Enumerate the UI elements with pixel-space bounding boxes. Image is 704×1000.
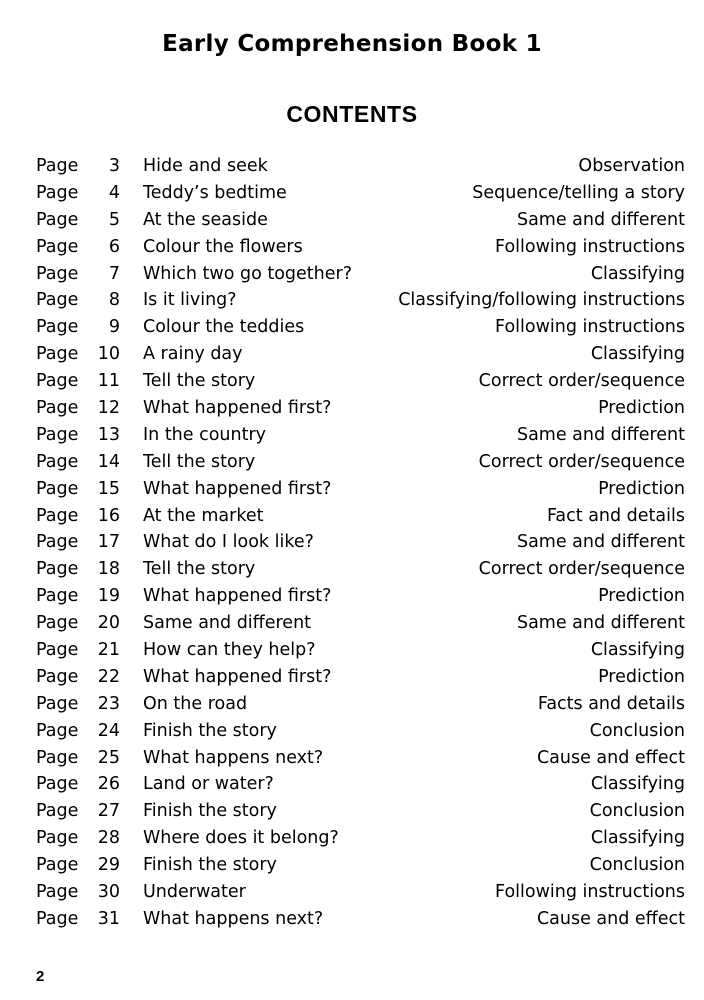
table-row[interactable] <box>36 180 685 207</box>
toc-entry <box>143 664 685 691</box>
entry-title: What happened first? <box>143 478 332 499</box>
page-number: 22 <box>97 666 120 687</box>
entry-title: Teddy’s bedtime <box>143 182 287 203</box>
table-row[interactable] <box>36 637 685 664</box>
page-number: 3 <box>108 156 120 176</box>
table-row[interactable] <box>36 422 685 449</box>
entry-category: Same and different <box>516 424 685 445</box>
page-number: 19 <box>97 586 120 607</box>
page-number: 20 <box>97 613 120 634</box>
page-number: 4 <box>108 182 120 203</box>
page-label: Page <box>36 263 79 284</box>
table-row[interactable] <box>36 825 685 852</box>
page-label: Page <box>36 156 79 176</box>
dot-leader <box>284 734 584 735</box>
dot-leader <box>318 626 511 627</box>
table-row[interactable] <box>36 529 685 556</box>
toc-entry <box>143 583 685 610</box>
page-number: 8 <box>108 290 120 311</box>
toc-entry <box>143 287 685 314</box>
entry-category: Prediction <box>598 586 685 607</box>
entry-title: Tell the story <box>143 451 256 472</box>
table-row[interactable] <box>36 234 685 261</box>
page-label: Page <box>36 290 79 311</box>
entry-title: What do I look like? <box>143 532 314 553</box>
dot-leader <box>262 465 472 466</box>
dot-leader <box>321 545 511 546</box>
page-number: 26 <box>97 774 120 795</box>
page-folio-number: 2 <box>36 968 45 985</box>
toc-entry <box>143 852 685 879</box>
entry-title: What happens next? <box>143 908 324 929</box>
entry-title: What happens next? <box>143 747 324 768</box>
toc-entry <box>143 368 685 395</box>
page-number: 29 <box>97 855 120 876</box>
entry-title: At the market <box>143 505 264 526</box>
dot-leader <box>323 653 591 654</box>
entry-title: Hide and seek <box>143 156 268 176</box>
page-number: 6 <box>108 236 120 257</box>
entry-category: Prediction <box>598 478 685 499</box>
page-number: 30 <box>97 882 120 903</box>
entry-category: Following instructions <box>495 882 685 903</box>
entry-category: Same and different <box>516 532 685 553</box>
page-label: Page <box>36 720 79 741</box>
dot-leader <box>338 492 598 493</box>
table-row[interactable] <box>36 691 685 718</box>
toc-entry <box>143 637 685 664</box>
entry-title: A rainy day <box>143 344 243 365</box>
page-number: 10 <box>97 344 120 365</box>
page-label: Page <box>36 451 79 472</box>
page-number: 23 <box>97 693 120 714</box>
page-label: Page <box>36 586 79 607</box>
page-label: Page <box>36 613 79 634</box>
toc-entry <box>143 691 685 718</box>
entry-title: Colour the teddies <box>143 317 305 338</box>
page-number: 28 <box>97 828 120 849</box>
page-number: 31 <box>97 908 120 929</box>
toc-entry <box>143 745 685 772</box>
table-of-contents <box>36 153 685 933</box>
contents-heading: CONTENTS <box>286 101 418 127</box>
toc-entry <box>143 476 685 503</box>
toc-entry <box>143 314 685 341</box>
table-row[interactable] <box>36 449 685 476</box>
table-row[interactable] <box>36 906 685 933</box>
entry-title: In the country <box>143 424 267 445</box>
dot-leader <box>262 572 472 573</box>
toc-entry <box>143 395 685 422</box>
entry-title: Same and different <box>143 613 312 634</box>
entry-category: Prediction <box>598 398 685 419</box>
page-title: Early Comprehension Book 1 <box>162 31 542 57</box>
dot-leader <box>338 599 598 600</box>
entry-title: Land or water? <box>143 774 274 795</box>
entry-title: What happened first? <box>143 398 332 419</box>
toc-entry <box>143 906 685 933</box>
toc-entry <box>143 153 685 180</box>
entry-title: Tell the story <box>143 371 256 392</box>
page-number: 7 <box>108 263 120 284</box>
entry-title: On the road <box>143 693 248 714</box>
entry-category: Same and different <box>516 209 685 230</box>
page-label: Page <box>36 882 79 903</box>
entry-title: Is it living? <box>143 290 237 311</box>
page-label: Page <box>36 371 79 392</box>
dot-leader <box>284 814 584 815</box>
dot-leader <box>359 277 591 278</box>
table-row[interactable] <box>36 314 685 341</box>
dot-leader <box>250 357 585 358</box>
page-label: Page <box>36 828 79 849</box>
entry-category: Fact and details <box>546 505 685 526</box>
page-number: 27 <box>97 801 120 822</box>
toc-entry <box>143 207 685 234</box>
toc-entry <box>143 771 685 798</box>
entry-title: Finish the story <box>143 801 277 822</box>
page-label: Page <box>36 344 79 365</box>
page-number: 13 <box>97 424 120 445</box>
entry-title: Which two go together? <box>143 263 353 284</box>
toc-entry <box>143 610 685 637</box>
page-label: Page <box>36 855 79 876</box>
entry-category: Facts and details <box>537 693 685 714</box>
entry-category: Conclusion <box>589 801 685 822</box>
page-number: 14 <box>97 451 120 472</box>
page-label: Page <box>36 317 79 338</box>
page-label: Page <box>36 182 79 203</box>
page-label: Page <box>36 908 79 929</box>
dot-leader <box>346 841 585 842</box>
entry-title: Finish the story <box>143 855 277 876</box>
dot-leader <box>338 411 598 412</box>
dot-leader <box>281 787 591 788</box>
dot-leader <box>275 169 573 170</box>
entry-category: Following instructions <box>495 317 685 338</box>
table-row[interactable] <box>36 287 685 314</box>
table-row[interactable] <box>36 395 685 422</box>
page-label: Page <box>36 505 79 526</box>
entry-category: Following instructions <box>495 236 685 257</box>
entry-title: Where does it belong? <box>143 828 339 849</box>
entry-title: Colour the flowers <box>143 236 303 257</box>
dot-leader <box>310 250 489 251</box>
table-row[interactable] <box>36 879 685 906</box>
entry-category: Cause and effect <box>536 747 685 768</box>
dot-leader <box>275 223 511 224</box>
page-label: Page <box>36 236 79 257</box>
entry-category: Correct order/sequence <box>478 559 685 580</box>
page-label: Page <box>36 424 79 445</box>
entry-category: Classifying/following instructions <box>398 290 685 311</box>
page-number: 18 <box>97 559 120 580</box>
toc-entry <box>143 879 685 906</box>
entry-category: Classifying <box>590 263 685 284</box>
entry-category: Classifying <box>590 828 685 849</box>
page-label: Page <box>36 693 79 714</box>
entry-category: Conclusion <box>589 720 685 741</box>
dot-leader <box>254 707 532 708</box>
dot-leader <box>284 868 584 869</box>
entry-category: Same and different <box>516 613 685 634</box>
toc-entry <box>143 825 685 852</box>
page-number: 16 <box>97 505 120 526</box>
entry-category: Correct order/sequence <box>478 451 685 472</box>
table-row[interactable] <box>36 503 685 530</box>
table-row[interactable] <box>36 798 685 825</box>
entry-title: Underwater <box>143 882 246 903</box>
entry-title: How can they help? <box>143 640 316 661</box>
entry-category: Sequence/telling a story <box>472 182 685 203</box>
toc-entry <box>143 503 685 530</box>
table-row[interactable] <box>36 610 685 637</box>
toc-entry <box>143 449 685 476</box>
page-number: 25 <box>97 747 120 768</box>
page-label: Page <box>36 532 79 553</box>
toc-entry <box>143 556 685 583</box>
page-label: Page <box>36 666 79 687</box>
page-number: 24 <box>97 720 120 741</box>
table-row[interactable] <box>36 207 685 234</box>
entry-category: Cause and effect <box>536 908 685 929</box>
toc-entry <box>143 798 685 825</box>
entry-category: Classifying <box>590 774 685 795</box>
table-row[interactable] <box>36 852 685 879</box>
toc-entry <box>143 718 685 745</box>
entry-category: Conclusion <box>589 855 685 876</box>
page-number: 15 <box>97 478 120 499</box>
dot-leader <box>253 895 495 896</box>
page-label: Page <box>36 774 79 795</box>
table-row[interactable] <box>36 718 685 745</box>
dot-leader <box>273 438 511 439</box>
toc-entry <box>143 234 685 261</box>
page-number: 21 <box>97 640 120 661</box>
page-label: Page <box>36 559 79 580</box>
page-number: 5 <box>108 209 120 230</box>
page-number: 12 <box>97 398 120 419</box>
page-number: 9 <box>108 317 120 338</box>
dot-leader <box>262 384 472 385</box>
entry-category: Correct order/sequence <box>478 371 685 392</box>
dot-leader <box>294 196 466 197</box>
toc-entry <box>143 261 685 288</box>
page-number: 17 <box>97 532 120 553</box>
entry-category: Classifying <box>590 640 685 661</box>
table-row[interactable] <box>36 261 685 288</box>
table-row[interactable] <box>36 341 685 368</box>
entry-category: Classifying <box>590 344 685 365</box>
table-row[interactable] <box>36 745 685 772</box>
entry-category: Observation <box>578 156 685 176</box>
table-row[interactable] <box>36 583 685 610</box>
dot-leader <box>330 922 531 923</box>
entry-title: Finish the story <box>143 720 277 741</box>
page-label: Page <box>36 801 79 822</box>
dot-leader <box>270 519 540 520</box>
entry-title: At the seaside <box>143 209 268 230</box>
dot-leader <box>330 761 531 762</box>
page-label: Page <box>36 640 79 661</box>
table-row[interactable] <box>36 771 685 798</box>
toc-entry <box>143 422 685 449</box>
entry-title: What happened first? <box>143 586 332 607</box>
table-row[interactable] <box>36 153 685 180</box>
page-label: Page <box>36 209 79 230</box>
entry-title: What happened first? <box>143 666 332 687</box>
page-number: 11 <box>97 371 120 392</box>
dot-leader <box>338 680 598 681</box>
entry-title: Tell the story <box>143 559 256 580</box>
table-row[interactable] <box>36 476 685 503</box>
table-row[interactable] <box>36 556 685 583</box>
dot-leader <box>311 330 489 331</box>
table-row[interactable] <box>36 664 685 691</box>
toc-entry <box>143 341 685 368</box>
entry-category: Prediction <box>598 666 685 687</box>
page-label: Page <box>36 398 79 419</box>
page-label: Page <box>36 478 79 499</box>
table-row[interactable] <box>36 368 685 395</box>
toc-entry <box>143 180 685 207</box>
dot-leader <box>244 303 399 304</box>
page-label: Page <box>36 747 79 768</box>
toc-entry <box>143 529 685 556</box>
